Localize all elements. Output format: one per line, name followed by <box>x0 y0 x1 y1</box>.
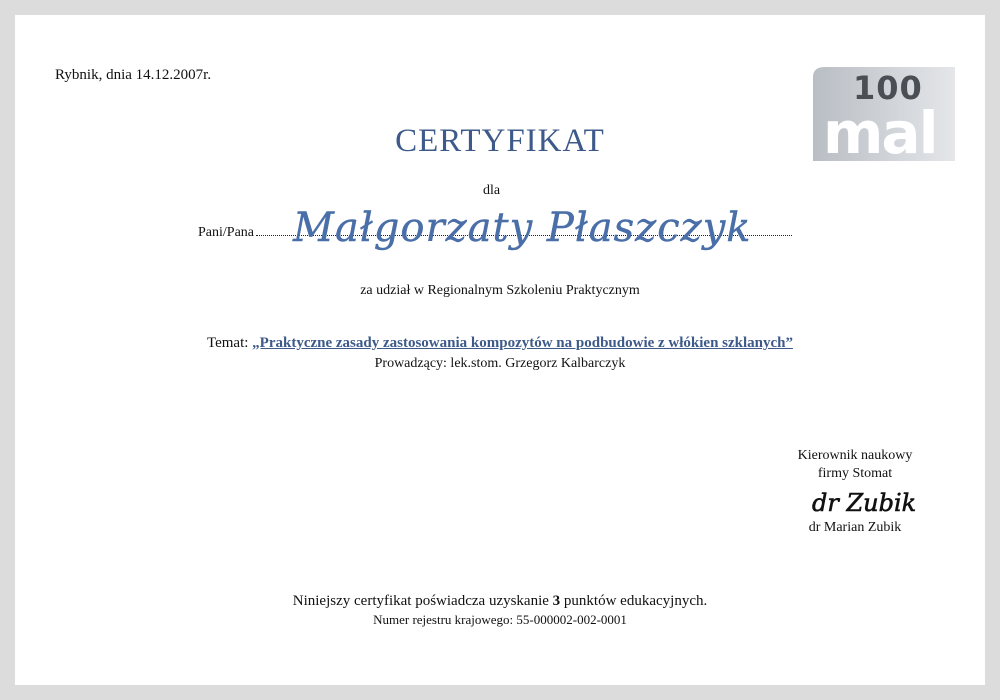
points-statement <box>15 593 985 610</box>
participation-text: za udział w Regionalnym Szkoleniu Praktycznym <box>360 283 640 298</box>
topic-text: „Praktyczne zasady zastosowania kompozytów na podbudowie z włókien szklanych” <box>252 335 794 351</box>
registry-number: Numer rejestru krajowego: 55-000002-002-0001 <box>373 612 627 627</box>
instructor-text: Prowadzący: lek.stom. Grzegorz Kalbarczyk <box>374 356 626 371</box>
recipient-name-text: Małgorzaty Płaszczyk <box>293 205 752 251</box>
recipient-name-handwritten <box>287 193 752 263</box>
for-label: dla <box>483 183 501 198</box>
signatory-name: dr Marian Zubik <box>808 520 902 535</box>
logo-number: 100 <box>853 69 923 107</box>
place-date: Rybnik, dnia 14.12.2007r. <box>55 67 212 83</box>
topic-label: Temat: <box>206 335 249 351</box>
signatory-role-line1: Kierownik naukowy <box>797 448 913 463</box>
points-before: Niniejszy certyfikat poświadcza uzyskanie <box>292 593 553 609</box>
signature-image <box>800 485 917 519</box>
logo-word: mal <box>823 99 937 167</box>
signature-block <box>755 447 955 537</box>
topic-line <box>15 335 985 352</box>
certificate-title: CERTYFIKAT <box>395 123 605 159</box>
signature-text: dr Zubik <box>812 489 917 517</box>
recipient-label: Pani/Pana <box>198 225 254 240</box>
points-after: punktów edukacyjnych. <box>560 593 708 609</box>
signatory-role-line2: firmy Stomat <box>817 466 893 481</box>
points-value: 3 <box>552 593 561 609</box>
certificate-paper <box>15 15 985 685</box>
